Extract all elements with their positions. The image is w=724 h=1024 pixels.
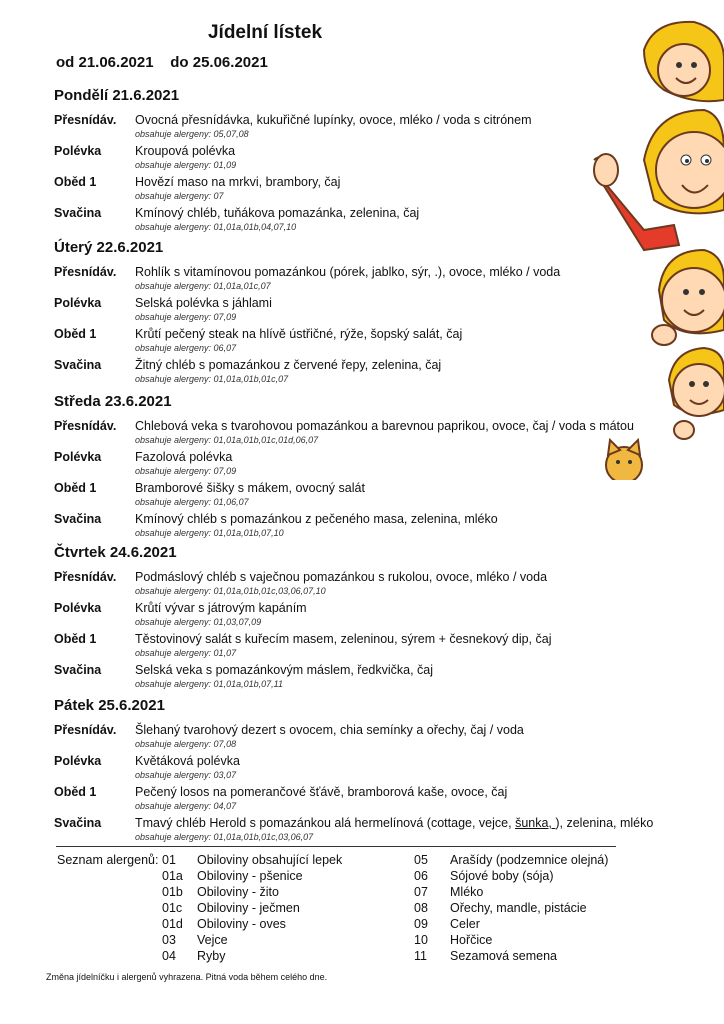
allergen-code: 05 [414, 853, 428, 867]
meal-row [54, 143, 654, 174]
day-section [54, 86, 654, 236]
kid-bottom [669, 348, 724, 439]
allergen-code: 09 [414, 917, 428, 931]
day-section [54, 543, 654, 693]
meal-description: Bramborové šišky s mákem, ovocný salát [135, 481, 365, 495]
meal-description: Kmínový chléb s pomazánkou z pečeného masa, zelenina, mléko [135, 512, 498, 526]
meal-row [54, 264, 654, 295]
meal-row [54, 480, 654, 511]
day-title: Pátek 25.6.2021 [54, 697, 165, 714]
meal-allergens: obsahuje alergeny: 07 [135, 191, 224, 201]
meal-row [54, 662, 654, 693]
meal-row [54, 449, 654, 480]
meal-row [54, 722, 654, 753]
allergen-name: Ořechy, mandle, pistácie [450, 901, 587, 915]
allergen-code: 01c [162, 901, 183, 915]
meal-description: Žitný chléb s pomazánkou z červené řepy, zelenina, čaj [135, 358, 442, 372]
allergen-name: Sójové boby (sója) [450, 869, 554, 883]
allergen-code: 08 [414, 901, 428, 915]
allergen-code: 06 [414, 869, 428, 883]
meal-allergens: obsahuje alergeny: 07,08 [135, 739, 237, 749]
meal-description: Kmínový chléb, tuňákova pomazánka, zelenina, čaj [135, 206, 420, 220]
meal-label: Přesnídáv. [54, 113, 117, 127]
meal-description: Krůtí pečený steak na hlívě ústřičné, rýže, šopský salát, čaj [135, 327, 463, 341]
allergen-name: Celer [450, 917, 480, 931]
meal-row [54, 784, 654, 815]
meal-label: Oběd 1 [54, 327, 97, 341]
allergen-code: 01 [162, 853, 176, 867]
meal-description: Selská veka s pomazánkovým máslem, ředkvička, čaj [135, 663, 434, 677]
allergen-name: Mléko [450, 885, 484, 899]
meal-allergens: obsahuje alergeny: 01,06,07 [135, 497, 249, 507]
meal-allergens: obsahuje alergeny: 01,01a,01b,07,10 [135, 528, 284, 538]
meal-label: Polévka [54, 296, 102, 310]
allergen-name: Ryby [197, 949, 226, 963]
legend-heading: Seznam alergenů: [57, 853, 159, 867]
menu-title: Jídelní lístek [207, 22, 323, 43]
day-title: Úterý 22.6.2021 [54, 239, 164, 256]
meal-description: Těstovinový salát s kuřecím masem, zeleninou, sýrem + česnekový dip, čaj [135, 632, 552, 646]
meal-row [54, 511, 654, 542]
kid-middle [652, 250, 724, 345]
meal-row [54, 815, 654, 846]
meal-label: Polévka [54, 601, 102, 615]
meal-description: Rohlík s vitamínovou pomazánkou (pórek, jablko, sýr, .), ovoce, mléko / voda [135, 265, 561, 279]
allergen-code: 11 [414, 949, 427, 963]
meal-allergens: obsahuje alergeny: 01,01a,01b,01c,01d,06,07 [135, 435, 319, 445]
allergen-name: Obiloviny - oves [197, 917, 286, 931]
meal-label: Oběd 1 [54, 175, 97, 189]
day-title: Pondělí 21.6.2021 [54, 87, 180, 104]
legend-divider [56, 846, 616, 847]
day-section [54, 696, 654, 846]
meal-label: Přesnídáv. [54, 570, 117, 584]
meal-row [54, 357, 654, 388]
meal-description: Ovocná přesnídávka, kukuřičné lupínky, ovoce, mléko / voda s citrónem [135, 113, 532, 127]
meal-allergens: obsahuje alergeny: 01,01a,01b,07,11 [135, 679, 283, 689]
meal-allergens: obsahuje alergeny: 07,09 [135, 312, 237, 322]
meal-description-part: šunka, [515, 816, 556, 830]
meal-label: Oběd 1 [54, 785, 97, 799]
meal-allergens: obsahuje alergeny: 01,01a,01b,01c,03,06,07 [135, 832, 314, 842]
allergen-name: Obiloviny - žito [197, 885, 279, 899]
date-range [56, 54, 268, 71]
children-peeking-illustration [584, 10, 724, 480]
meal-description: Šlehaný tvarohový dezert s ovocem, chia semínky a ořechy, čaj / voda [135, 723, 524, 737]
allergen-name: Obiloviny - pšenice [197, 869, 303, 883]
meal-label: Svačina [54, 663, 102, 677]
day-section [54, 392, 654, 542]
meal-row [54, 418, 654, 449]
meal-description: Selská polévka s jáhlami [135, 296, 272, 310]
meal-label: Oběd 1 [54, 481, 97, 495]
meal-label: Polévka [54, 144, 102, 158]
footnote: Změna jídelníčku i alergenů vyhrazena. Pitná voda během celého dne. [46, 972, 328, 982]
meal-description: Podmáslový chléb s vaječnou pomazánkou s rukolou, ovoce, mléko / voda [135, 570, 548, 584]
meal-description: Chlebová veka s tvarohovou pomazánkou a barevnou paprikou, ovoce, čaj / voda s mátou [135, 419, 634, 433]
kid-top [644, 22, 724, 101]
allergen-code: 10 [414, 933, 428, 947]
meal-row [54, 600, 654, 631]
allergen-name: Vejce [197, 933, 228, 947]
meal-label: Svačina [54, 206, 102, 220]
meal-description: Hovězí maso na mrkvi, brambory, čaj [135, 175, 341, 189]
allergen-name: Sezamová semena [450, 949, 558, 963]
meal-allergens: obsahuje alergeny: 01,01a,01b,01c,07 [135, 374, 289, 384]
meal-label: Přesnídáv. [54, 723, 117, 737]
allergen-code: 01b [162, 885, 183, 899]
meal-row [54, 112, 654, 143]
meal-allergens: obsahuje alergeny: 04,07 [135, 801, 237, 811]
allergen-code: 03 [162, 933, 176, 947]
meal-description: Krůtí vývar s játrovým kapáním [135, 601, 307, 615]
meal-allergens: obsahuje alergeny: 06,07 [135, 343, 237, 353]
allergen-name: Arašídy (podzemnice olejná) [450, 853, 609, 867]
meal-description: Kroupová polévka [135, 144, 236, 158]
meal-allergens: obsahuje alergeny: 07,09 [135, 466, 237, 476]
meal-description [135, 816, 653, 830]
meal-allergens: obsahuje alergeny: 01,01a,01b,01c,03,06,07,10 [135, 586, 326, 596]
date-from: od 21.06.2021 [56, 54, 154, 71]
meal-label: Svačina [54, 358, 102, 372]
meal-description-part: Tmavý chléb Herold s pomazánkou alá hermelínová (cottage, vejce, [135, 816, 516, 830]
day-title: Čtvrtek 24.6.2021 [54, 544, 177, 561]
meal-allergens: obsahuje alergeny: 01,03,07,09 [135, 617, 262, 627]
allergen-code: 01d [162, 917, 183, 931]
meal-label: Oběd 1 [54, 632, 97, 646]
allergen-code: 01a [162, 869, 183, 883]
day-section [54, 238, 654, 388]
day-title: Středa 23.6.2021 [54, 393, 172, 410]
meal-label: Polévka [54, 754, 102, 768]
meal-row [54, 174, 654, 205]
meal-allergens: obsahuje alergeny: 01,01a,01c,07 [135, 281, 271, 291]
allergen-name: Obiloviny obsahující lepek [197, 853, 343, 867]
meal-label: Přesnídáv. [54, 265, 117, 279]
allergen-code: 04 [162, 949, 176, 963]
meal-description: Fazolová polévka [135, 450, 233, 464]
meal-allergens: obsahuje alergeny: 05,07,08 [135, 129, 249, 139]
meal-allergens: obsahuje alergeny: 01,01a,01b,04,07,10 [135, 222, 297, 232]
meal-allergens: obsahuje alergeny: 03,07 [135, 770, 237, 780]
meal-row [54, 569, 654, 600]
meal-label: Polévka [54, 450, 102, 464]
allergen-name: Obiloviny - ječmen [197, 901, 300, 915]
meal-label: Přesnídáv. [54, 419, 117, 433]
meal-label: Svačina [54, 512, 102, 526]
meal-row [54, 326, 654, 357]
date-to: do 25.06.2021 [170, 54, 268, 71]
meal-allergens: obsahuje alergeny: 01,09 [135, 160, 237, 170]
allergen-code: 07 [414, 885, 428, 899]
meal-label: Svačina [54, 816, 102, 830]
meal-allergens: obsahuje alergeny: 01,07 [135, 648, 237, 658]
meal-row [54, 631, 654, 662]
meal-description: Květáková polévka [135, 754, 240, 768]
allergen-name: Hořčice [450, 933, 493, 947]
meal-description: Pečený losos na pomerančové šťávě, bramborová kaše, ovoce, čaj [135, 785, 508, 799]
cat-face-icon [606, 440, 642, 480]
meal-row [54, 753, 654, 784]
meal-description-part: ), zelenina, mléko [555, 816, 654, 830]
meal-row [54, 205, 654, 236]
kid-waving [594, 110, 724, 250]
meal-row [54, 295, 654, 326]
